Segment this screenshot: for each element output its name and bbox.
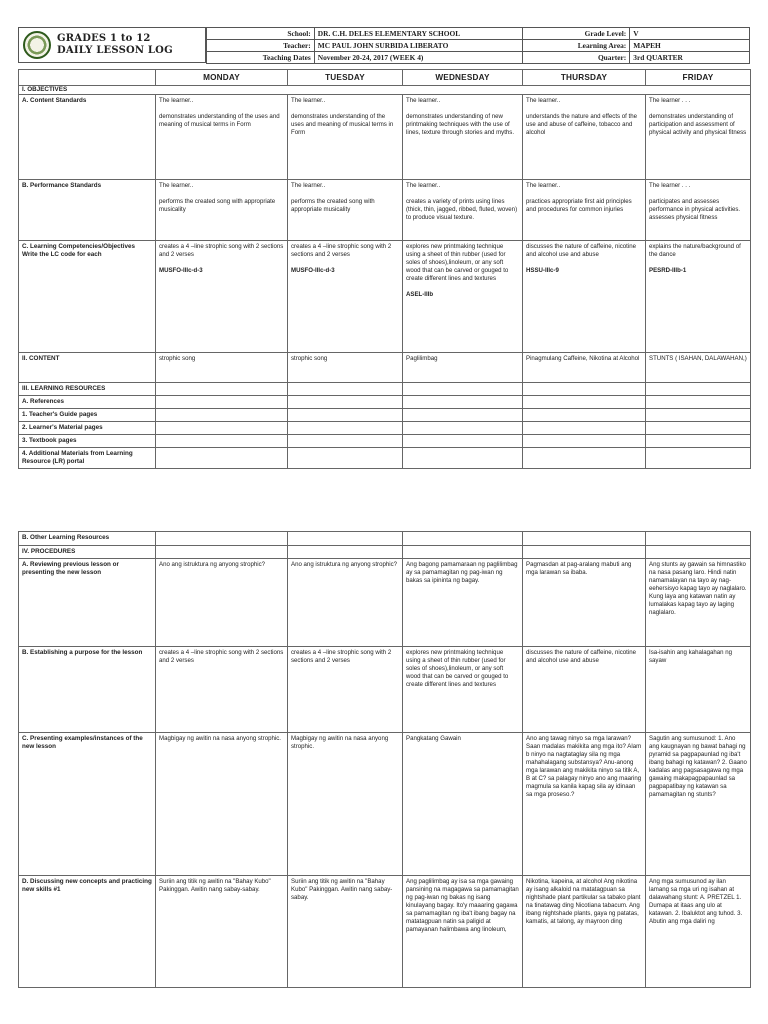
deped-seal-icon	[23, 31, 51, 59]
cell: Pagmasdan at pag-aralang mabuti ang mga larawan sa ibaba.	[523, 559, 646, 647]
cell: creates a 4 –line strophic song with 2 sections and 2 verses MUSFO-IIIc-d-3	[288, 241, 403, 353]
row-label: A. Reviewing previous lesson or presenting the new lesson	[19, 559, 156, 647]
cell: Ang paglilimbag ay isa sa mga gawaing pansining na magagawa sa pamamagitan ng pag-iwan ng bakas ng isang kinulayang bagay. Ito'y maaaring gagawa sa pamamagitan ng iba't ibang bagay na matatagpuan natin sa paligid at pamayanan halimbawa ang linoleum,	[403, 876, 523, 988]
dll-title	[57, 33, 173, 57]
grade-value: V	[630, 28, 750, 40]
cell: Pangkatang Gawain	[403, 733, 523, 876]
corner-cell	[19, 70, 156, 86]
cell: Nikotina, kapeina, at alcohol Ang nikotina ay isang alkaloid na matatagpuan sa nightshade plant partikular sa tabako plant na tinatawag ding Nicotiana tabacum. Ang ibang nightshade plants, gaya ng patatas, kamatis, at talong, ay mayroon ding	[523, 876, 646, 988]
dll-table-bottom	[18, 531, 751, 988]
cell: explores new printmaking technique using a sheet of thin rubber (used for soles of shoes),linoleum, or any soft wood that can be carved or gouged to create different lines and textures ASEL-IIIb	[403, 241, 523, 353]
row-label: D. Discussing new concepts and practicing new skills #1	[19, 876, 156, 988]
lm-pages-label: 2. Learner's Material pages	[19, 422, 156, 435]
proc-c-row	[19, 733, 751, 876]
row-label: B. Establishing a purpose for the lesson	[19, 647, 156, 733]
cell: The learner.. demonstrates understanding of new printmaking techniques with the use of lines, texture through stories and myths.	[403, 95, 523, 180]
competencies-row	[19, 241, 751, 353]
cell: STUNTS ( ISAHAN, DALAWAHAN,)	[646, 353, 751, 383]
cell: Ano ang istruktura ng anyong strophic?	[156, 559, 288, 647]
cell: Magbigay ng awitin na nasa anyong strophic.	[156, 733, 288, 876]
proc-b-row	[19, 647, 751, 733]
day-header: FRIDAY	[646, 70, 751, 86]
title-line-1: GRADES 1 to 12	[57, 33, 151, 44]
content-standards-row	[19, 95, 751, 180]
cell: Magbigay ng awitin na nasa anyong strophic.	[288, 733, 403, 876]
cell: The learner.. demonstrates understanding of the uses and meaning of musical terms in Form	[156, 95, 288, 180]
cell: Sagutin ang sumusunod: 1. Ano ang kaugnayan ng bawat bahagi ng pyramid sa pagpapaunlad ng iba't ibang bahagi ng katawan? 2. Gaano kadalas ang pagsasagawa ng mga gawaing makapagpapaunlad sa pagpapatibay ng katawan sa pamamagitan ng stunts?	[646, 733, 751, 876]
cell: The learner . . . participates and assesses performance in physical activities. assesses physical fitness	[646, 180, 751, 241]
cell: Pinagmulang Caffeine, Nikotina at Alcohol	[523, 353, 646, 383]
school-label: School:	[207, 28, 315, 40]
cell: strophic song	[156, 353, 288, 383]
title-line-2: DAILY LESSON LOG	[57, 45, 173, 56]
cell: creates a 4 –line strophic song with 2 sections and 2 verses	[156, 647, 288, 733]
day-header: TUESDAY	[288, 70, 403, 86]
row-label: C. Learning Competencies/Objectives Write the LC code for each	[19, 241, 156, 353]
school-value: DR. C.H. DELES ELEMENTARY SCHOOL	[314, 28, 522, 40]
cell: The learner.. demonstrates understanding of the uses and meaning of musical terms in Form	[288, 95, 403, 180]
day-header: THURSDAY	[523, 70, 646, 86]
cell: strophic song	[288, 353, 403, 383]
cell: The learner.. performs the created song with appropriate musicality	[288, 180, 403, 241]
dates-value: November 20-24, 2017 (WEEK 4)	[314, 52, 522, 64]
content-row	[19, 353, 751, 383]
area-label: Learning Area:	[522, 40, 630, 52]
cell: discusses the nature of caffeine, nicotine and alcohol use and abuse	[523, 647, 646, 733]
quarter-label: Quarter:	[522, 52, 630, 64]
cell: creates a 4 –line strophic song with 2 sections and 2 verses	[288, 647, 403, 733]
cell: Ano ang istruktura ng anyong strophic?	[288, 559, 403, 647]
performance-standards-row	[19, 180, 751, 241]
proc-d-row	[19, 876, 751, 988]
grade-label: Grade Level:	[522, 28, 630, 40]
cell: The learner.. understands the nature and effects of the use and abuse of caffeine, tobacco and alcohol	[523, 95, 646, 180]
row-label: C. Presenting examples/instances of the new lesson	[19, 733, 156, 876]
day-header: WEDNESDAY	[403, 70, 523, 86]
cell: Ang mga sumusunod ay ilan lamang sa mga uri ng isahan at dalawahang stunt: A. PRETZEL 1. Dumapa at itaas ang ulo at katawan. 2. Ibaluktot ang tuhod. 3. Abutin ang mga daliri ng	[646, 876, 751, 988]
cell: The learner.. practices appropriate first aid principles and procedures for common injuries	[523, 180, 646, 241]
header-info-table	[206, 27, 750, 64]
cell: creates a 4 –line strophic song with 2 sections and 2 verses MUSFO-IIIc-d-3	[156, 241, 288, 353]
other-resources-label: B. Other Learning Resources	[19, 532, 156, 546]
cell: Ano ang tawag ninyo sa mga larawan? Saan madalas makikita ang mga ito? Alam b ninyo na nagtataglay sila ng mga mahahalagang substansya? Anu-anong mga larawan ang makikita ninyo sa titik A, B at C? sa palagay ninyo ano ang maaring magmula sa kanila kapag sila ay idinaan sa mga proseso.?	[523, 733, 646, 876]
teacher-value: MC PAUL JOHN SURBIDA LIBERATO	[314, 40, 522, 52]
learning-resources-heading: III. LEARNING RESOURCES	[19, 383, 156, 396]
day-header: MONDAY	[156, 70, 288, 86]
row-label: II. CONTENT	[19, 353, 156, 383]
area-value: MAPEH	[630, 40, 750, 52]
cell: The learner.. performs the created song with appropriate musicality	[156, 180, 288, 241]
cell: Ang bagong pamamaraan ng paglilimbag ay sa pamamagitan ng pag-iwan ng bakas sa ipininta ng bagay.	[403, 559, 523, 647]
objectives-heading: I. OBJECTIVES	[19, 86, 751, 95]
cell: explains the nature/background of the dance PESRD-IIIb-1	[646, 241, 751, 353]
row-label: A. Content Standards	[19, 95, 156, 180]
cell: The learner . . . demonstrates understanding of participation and assessment of physical activity and physical fitness	[646, 95, 751, 180]
quarter-value: 3rd QUARTER	[630, 52, 750, 64]
cell: Suriin ang titik ng awitin na "Bahay Kubo" Pakinggan. Awitin nang sabay-sabay.	[156, 876, 288, 988]
tg-pages-label: 1. Teacher's Guide pages	[19, 409, 156, 422]
row-label: B. Performance Standards	[19, 180, 156, 241]
procedures-heading: IV. PROCEDURES	[19, 546, 156, 559]
cell: Suriin ang titik ng awitin na "Bahay Kubo" Pakinggan. Awitin nang sabay-sabay.	[288, 876, 403, 988]
textbook-pages-label: 3. Textbook pages	[19, 435, 156, 448]
dll-title-box	[18, 27, 206, 63]
cell: explores new printmaking technique using a sheet of thin rubber (used for soles of shoes),linoleum, or any soft wood that can be carved or gouged to create different lines and textures	[403, 647, 523, 733]
dll-header	[18, 27, 750, 63]
cell: Paglilimbag	[403, 353, 523, 383]
cell: discusses the nature of caffeine, nicotine and alcohol use and abuse HSSU-IIIc-9	[523, 241, 646, 353]
dll-table-top	[18, 69, 751, 469]
references-label: A. References	[19, 396, 156, 409]
teacher-label: Teacher:	[207, 40, 315, 52]
dates-label: Teaching Dates	[207, 52, 315, 64]
cell: Ang stunts ay gawain sa himnastiko na nasa pasang laro. Hindi natin namamalayan na tayo ay nag-eehersisyo kapag tayo ay naglalaro. Kung laya ang katawan natin ay lumalakas kapag tayo ay laging naglalaro.	[646, 559, 751, 647]
additional-materials-label: 4. Additional Materials from Learning Resource (LR) portal	[19, 448, 156, 469]
cell: The learner.. creates a variety of prints using lines (thick, thin, jagged, ribbed, fluted, woven) to produce visual texture.	[403, 180, 523, 241]
cell: Isa-isahin ang kahalagahan ng sayaw	[646, 647, 751, 733]
proc-a-row	[19, 559, 751, 647]
